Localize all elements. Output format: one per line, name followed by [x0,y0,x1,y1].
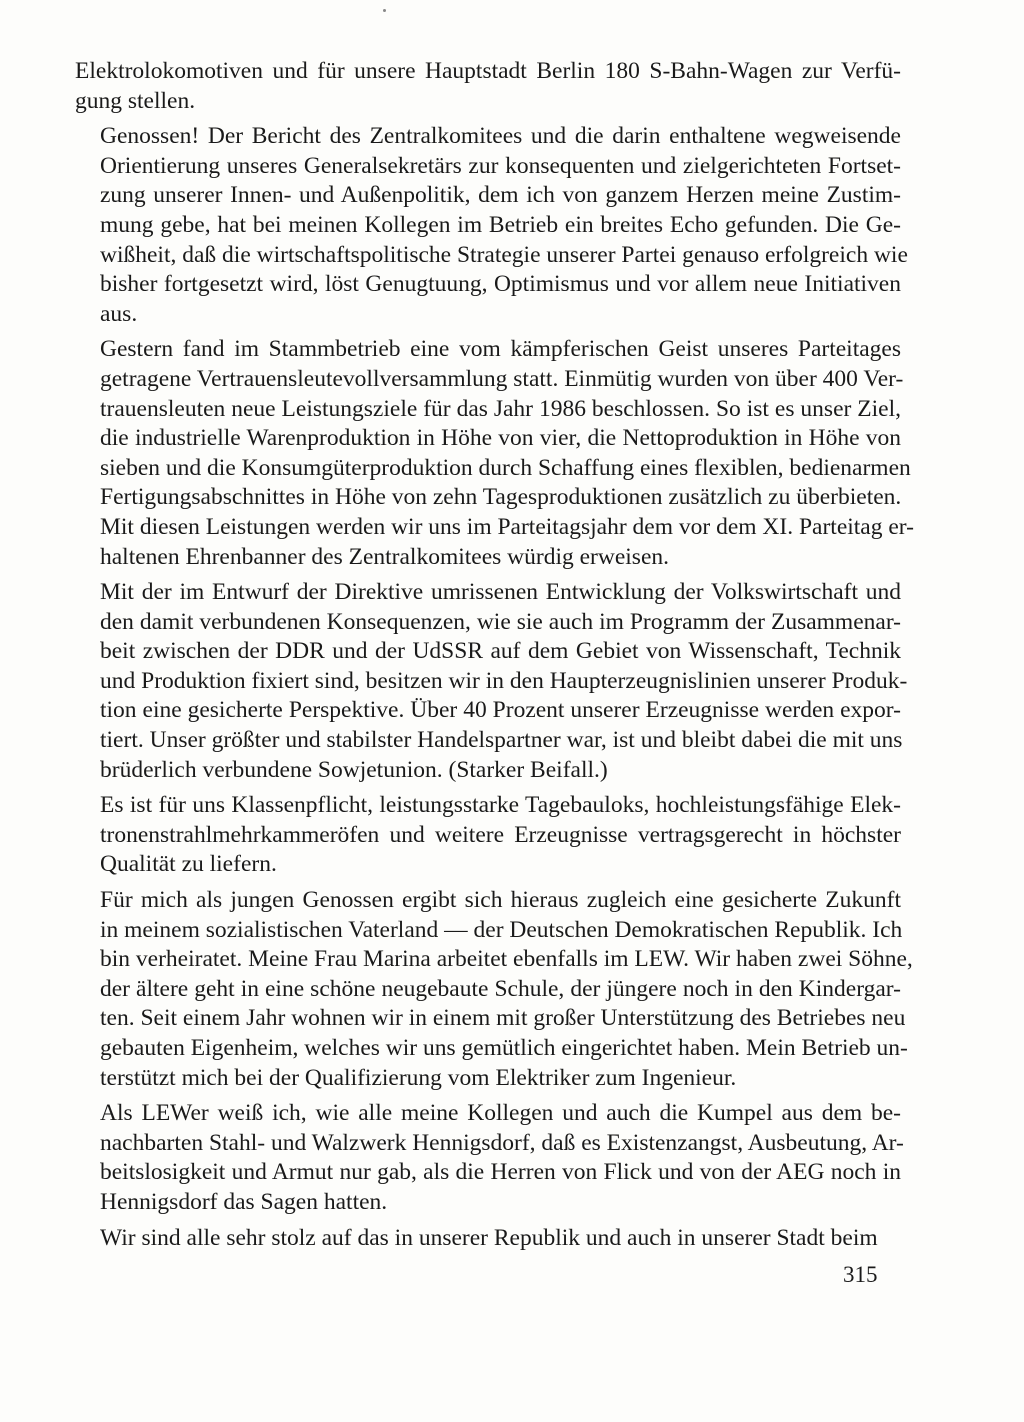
text-line: beitslosigkeit und Armut nur gab, als die Herren von Flick und von der AEG noch in [100,1159,901,1186]
text-line: bin verheiratet. Meine Frau Marina arbeitet ebenfalls im LEW. Wir haben zwei Söhne, [100,946,913,973]
text-line: haltenen Ehrenbanner des Zentralkomitees würdig erweisen. [100,543,670,570]
text-line: beit zwischen der DDR und der UdSSR auf dem Gebiet von Wissenschaft, Technik [100,638,901,665]
paragraph [75,1224,901,1254]
text-line: Mit diesen Leistungen werden wir uns im Parteitagsjahr dem vor dem XI. Parteitag er- [100,513,914,540]
text-line: und Produktion fixiert sind, besitzen wir in den Haupterzeugnislinien unserer Produk- [100,667,908,694]
text-line: Mit der im Entwurf der Direktive umrissenen Entwicklung der Volkswirtschaft und [100,579,901,606]
text-line: zung unserer Innen- und Außenpolitik, dem ich von ganzem Herzen meine Zustim- [100,182,901,209]
paragraph [75,791,901,880]
text-line: sieben und die Konsumgüterproduktion durch Schaffung eines flexiblen, bedienarmen [100,454,911,481]
text-line: Elektrolokomotiven und für unsere Hauptstadt Berlin 180 S-Bahn-Wagen zur Verfü- [75,58,901,84]
text-line: getragene Vertrauensleutevollversammlung statt. Einmütig wurden von über 400 Ver- [100,365,904,392]
scan-speck [383,9,386,12]
text-line: aus. [100,300,138,327]
text-line: nachbarten Stahl- und Walzwerk Hennigsdorf, daß es Existenzangst, Ausbeutung, Ar- [100,1129,904,1156]
body-text [75,57,914,1253]
text-line: Es ist für uns Klassenpflicht, leistungsstarke Tagebauloks, hochleistungsfähige Elek- [100,792,901,819]
paragraph [75,578,908,785]
paragraph [75,886,913,1093]
text-line: den damit verbundenen Konsequenzen, wie sie auch im Programm der Zusammenar- [100,608,901,635]
text-line: bisher fortgesetzt wird, löst Genugtuung, Optimismus und vor allem neue Initiativen [100,271,901,298]
text-line: Genossen! Der Bericht des Zentralkomitees und die darin enthaltene wegweisende [100,123,901,150]
paragraph [75,335,914,572]
text-line: gung stellen. [75,87,196,114]
text-line: Qualität zu liefern. [100,851,277,878]
text-line: terstützt mich bei der Qualifizierung vom Elektriker zum Ingenieur. [100,1064,737,1091]
text-line: die industrielle Warenproduktion in Höhe von vier, die Nettoproduktion in Höhe von [100,425,901,452]
text-line: gebauten Eigenheim, welches wir uns gemütlich eingerichtet haben. Mein Betrieb un- [100,1035,908,1061]
text-line: Wir sind alle sehr stolz auf das in unserer Republik und auch in unserer Stadt beim [100,1224,878,1251]
text-line: Als LEWer weiß ich, wie alle meine Kollegen und auch die Kumpel aus dem be- [100,1100,901,1127]
text-line: Für mich als jungen Genossen ergibt sich hieraus zugleich eine gesicherte Zukunft [100,887,901,914]
text-line: der ältere geht in eine schöne neugebaute Schule, der jüngere noch in den Kindergar- [100,975,901,1002]
text-line: tronenstrahlmehrkammeröfen und weitere Erzeugnisse vertragsgerecht in höchster [100,821,901,848]
paragraph [75,57,901,116]
text-line: Orientierung unseres Generalsekretärs zur konsequenten und zielgerichteten Fortset- [100,152,901,179]
text-line: trauensleuten neue Leistungsziele für das Jahr 1986 beschlossen. So ist es unser Ziel, [100,395,901,422]
text-line: mung gebe, hat bei meinen Kollegen im Betrieb ein breites Echo gefunden. Die Ge- [100,211,901,238]
text-line: Gestern fand im Stammbetrieb eine vom kämpferischen Geist unseres Parteitages [100,336,901,363]
paragraph [75,1099,904,1217]
text-line: tiert. Unser größter und stabilster Handelspartner war, ist und bleibt dabei die mit uns [100,727,903,754]
text-line: in meinem sozialistischen Vaterland — der Deutschen Demokratischen Republik. Ich [100,916,903,943]
text-line: wißheit, daß die wirtschaftspolitische Strategie unserer Partei genauso erfolgreich wie [100,241,908,268]
text-line: Hennigsdorf das Sagen hatten. [100,1188,388,1215]
paragraph [75,122,908,329]
text-line: ten. Seit einem Jahr wohnen wir in einem mit großer Unterstützung des Betriebes neu [100,1005,906,1032]
text-line: tion eine gesicherte Perspektive. Über 40 Prozent unserer Erzeugnisse werden expor- [100,697,901,724]
text-line: brüderlich verbundene Sowjetunion. (Starker Beifall.) [100,756,608,783]
page-number: 315 [843,1262,878,1287]
text-line: Fertigungsabschnittes in Höhe von zehn Tagesproduktionen zusätzlich zu überbieten. [100,484,902,511]
